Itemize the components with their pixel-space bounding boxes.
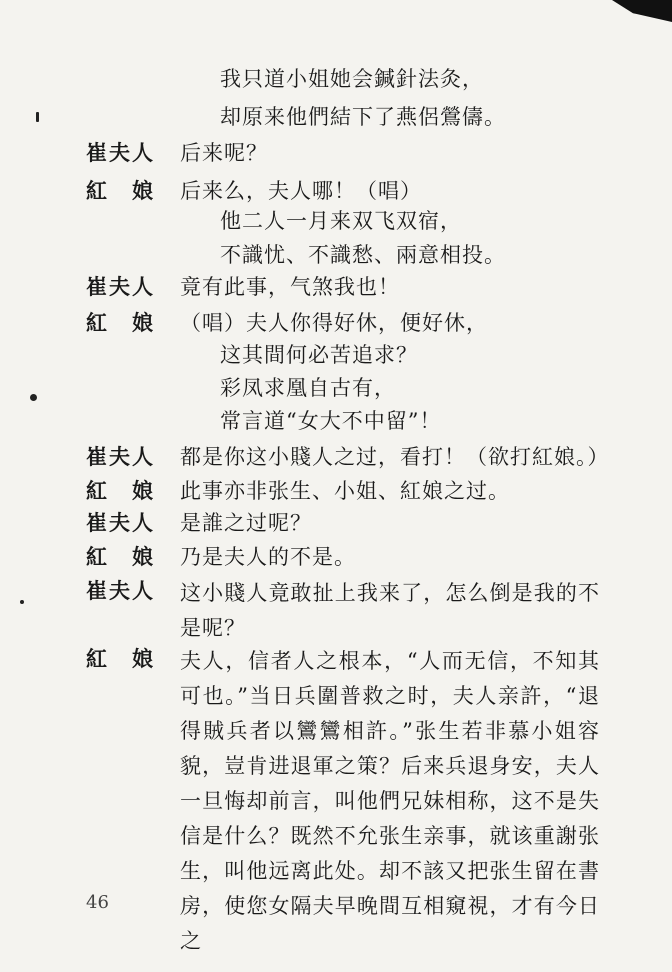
- speaker-label: 崔夫人: [86, 274, 155, 299]
- speaker-label: 崔夫人: [86, 510, 155, 535]
- dialogue-text: 是誰之过呢？: [180, 511, 312, 535]
- speaker-label: 崔夫人: [86, 578, 155, 603]
- page-number: 46: [86, 892, 109, 913]
- speaker-label: 紅 娘: [86, 646, 155, 671]
- verse-line: 我只道小姐她会鍼針法灸，: [220, 67, 484, 91]
- dialogue-text: 此事亦非张生、小姐、紅娘之过。: [180, 479, 510, 503]
- verse-line: 这其間何必苦追求？: [220, 343, 418, 367]
- scan-speck: [30, 394, 37, 401]
- speaker-label: 紅 娘: [86, 544, 155, 569]
- verse-line: 常言道“女大不中留”！: [220, 409, 442, 433]
- verse-line: 彩凤求凰自古有，: [220, 376, 396, 400]
- dialogue-text: 竟有此事，气煞我也！: [180, 275, 400, 299]
- verse-line: 他二人一月来双飞双宿，: [220, 209, 462, 233]
- dialogue-text: 都是你这小賤人之过，看打！（欲打紅娘。）: [180, 445, 610, 469]
- verse-line: 不識忧、不識愁、兩意相投。: [220, 243, 506, 267]
- dialogue-text: 这小賤人竟敢扯上我来了，怎么倒是我的不是呢？: [180, 581, 600, 640]
- verse-line: 却原来他們結下了燕侶鶯儔。: [220, 105, 506, 129]
- speaker-label: 紅 娘: [86, 478, 155, 503]
- dialogue-text: （唱）夫人你得好休，便好休，: [180, 311, 488, 335]
- scan-corner-mark: [612, 0, 672, 22]
- speaker-label: 崔夫人: [86, 444, 155, 469]
- dialogue-text: 乃是夫人的不是。: [180, 545, 356, 569]
- scan-speck: [36, 112, 39, 122]
- dialogue-text: 后来呢？: [180, 141, 268, 165]
- dialogue-text: 夫人，信者人之根本，“人而无信，不知其可也。”当日兵圍普救之时，夫人亲許，“退得賊兵者以鸞鸞相許。”张生若非慕小姐容貌，豈肯进退軍之策？后来兵退身安，夫人一旦悔却前言，叫他們兄妹相称，这不是失信是什么？既然不允张生亲事，就该重謝张生，叫他远离此处。却不該又把张生留在書房，使您女隔夫早晚間互相窺視，才有今日之: [180, 649, 600, 953]
- speaker-label: 崔夫人: [86, 140, 155, 165]
- speaker-label: 紅 娘: [86, 310, 155, 335]
- scan-speck: [20, 600, 24, 604]
- speaker-label: 紅 娘: [86, 178, 155, 203]
- dialogue-text: 后来么，夫人哪！（唱）: [180, 179, 422, 203]
